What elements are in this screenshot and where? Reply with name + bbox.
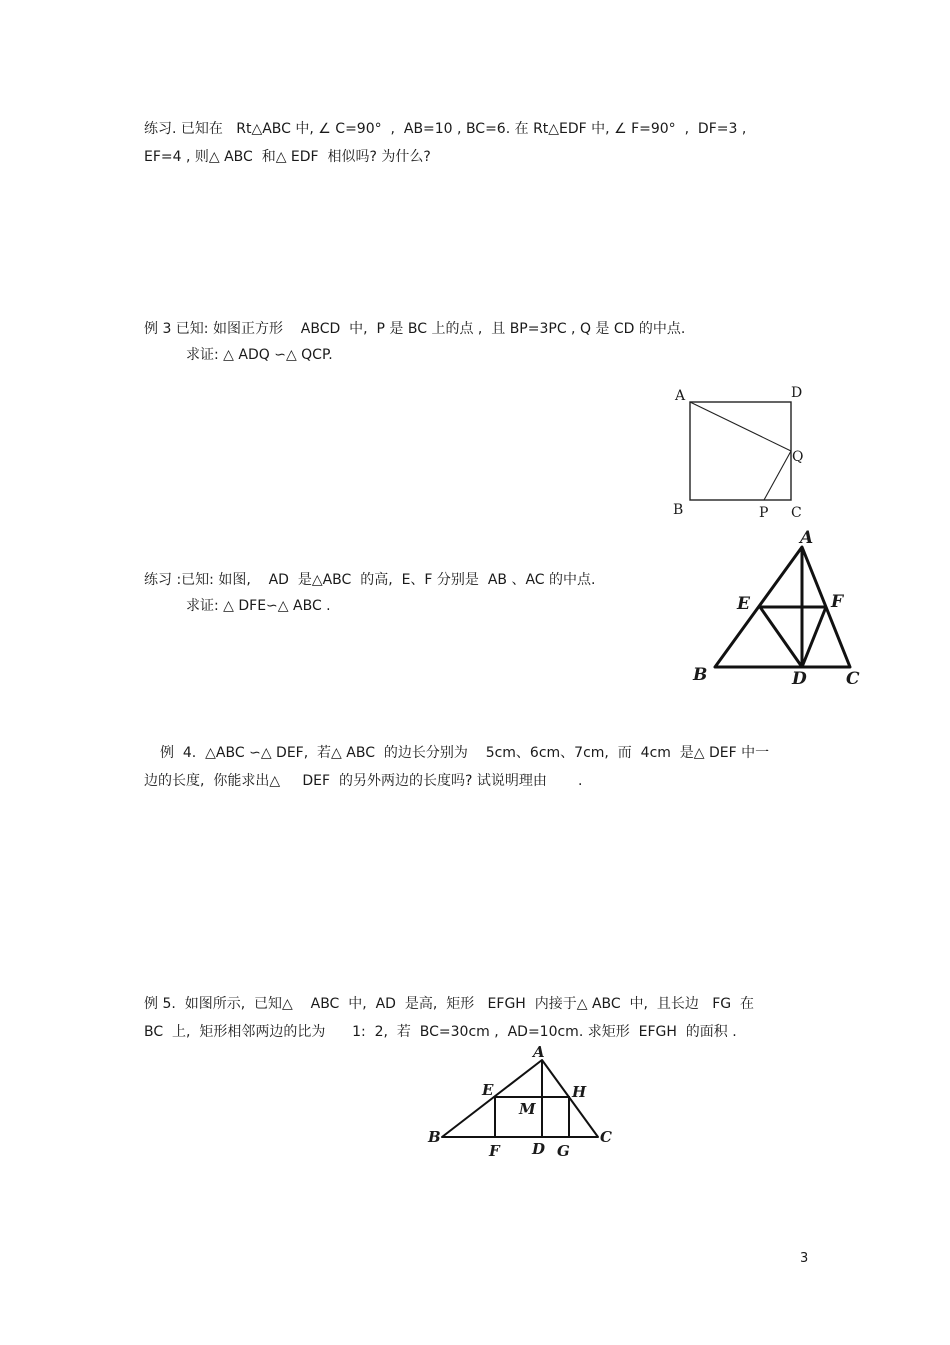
square-label-b: B	[673, 502, 684, 518]
inscribed-rectangle-figure	[420, 1038, 620, 1168]
example-4-line-2: 边的长度, 你能求出△ DEF 的另外两边的长度吗? 试说明理由 .	[144, 773, 583, 789]
triangle1-label-d: D	[792, 669, 807, 689]
rect-label-m: M	[519, 1100, 536, 1118]
triangle1-label-a: A	[800, 528, 814, 548]
example-3-line-1: 例 3 已知: 如图正方形 ABCD 中, P 是 BC 上的点 , 且 BP=3PC , Q 是 CD 的中点.	[144, 321, 686, 337]
rect-label-f: F	[489, 1142, 500, 1160]
rect-label-d: D	[532, 1140, 546, 1158]
square-label-p: P	[759, 505, 769, 521]
practice-2-line-1: 练习 :已知: 如图, AD 是△ABC 的高, E、F 分别是 AB 、AC 的中点.	[144, 572, 596, 588]
rect-label-a: A	[533, 1043, 545, 1061]
rect-label-g: G	[557, 1142, 570, 1160]
practice-2-line-2: 求证: △ DFE∽△ ABC .	[186, 598, 331, 614]
triangle-abc-midpoints-figure	[680, 522, 870, 692]
example-5-line-2: BC 上, 矩形相邻两边的比为 1: 2, 若 BC=30cm , AD=10cm. 求矩形 EFGH 的面积 .	[144, 1024, 737, 1040]
rect-label-c: C	[600, 1128, 612, 1146]
page-number: 3	[800, 1251, 809, 1266]
example-4-line-1: 例 4. △ABC ∽△ DEF, 若△ ABC 的边长分别为 5cm、6cm、7cm, 而 4cm 是△ DEF 中一	[160, 745, 770, 761]
rect-label-e: E	[482, 1081, 494, 1099]
example-3-line-2: 求证: △ ADQ ∽△ QCP.	[186, 347, 333, 363]
practice-1-line-1: 练习. 已知在 Rt△ABC 中, ∠ C=90° , AB=10 , BC=6. 在 Rt△EDF 中, ∠ F=90° , DF=3 ,	[144, 121, 747, 137]
rect-label-h: H	[572, 1083, 587, 1101]
square-abcd-figure	[660, 380, 810, 525]
rect-label-b: B	[428, 1128, 441, 1146]
example-5-line-1: 例 5. 如图所示, 已知△ ABC 中, AD 是高, 矩形 EFGH 内接于△ ABC 中, 且长边 FG 在	[144, 996, 755, 1012]
square-label-d: D	[791, 385, 803, 401]
triangle1-label-c: C	[846, 669, 860, 689]
square-label-q: Q	[792, 449, 804, 465]
practice-1-line-2: EF=4 , 则△ ABC 和△ EDF 相似吗? 为什么?	[144, 149, 431, 165]
triangle1-label-e: E	[737, 594, 750, 614]
triangle1-label-b: B	[693, 665, 708, 685]
square-label-c: C	[791, 505, 802, 521]
triangle1-label-f: F	[831, 592, 844, 612]
square-label-a: A	[675, 388, 686, 404]
